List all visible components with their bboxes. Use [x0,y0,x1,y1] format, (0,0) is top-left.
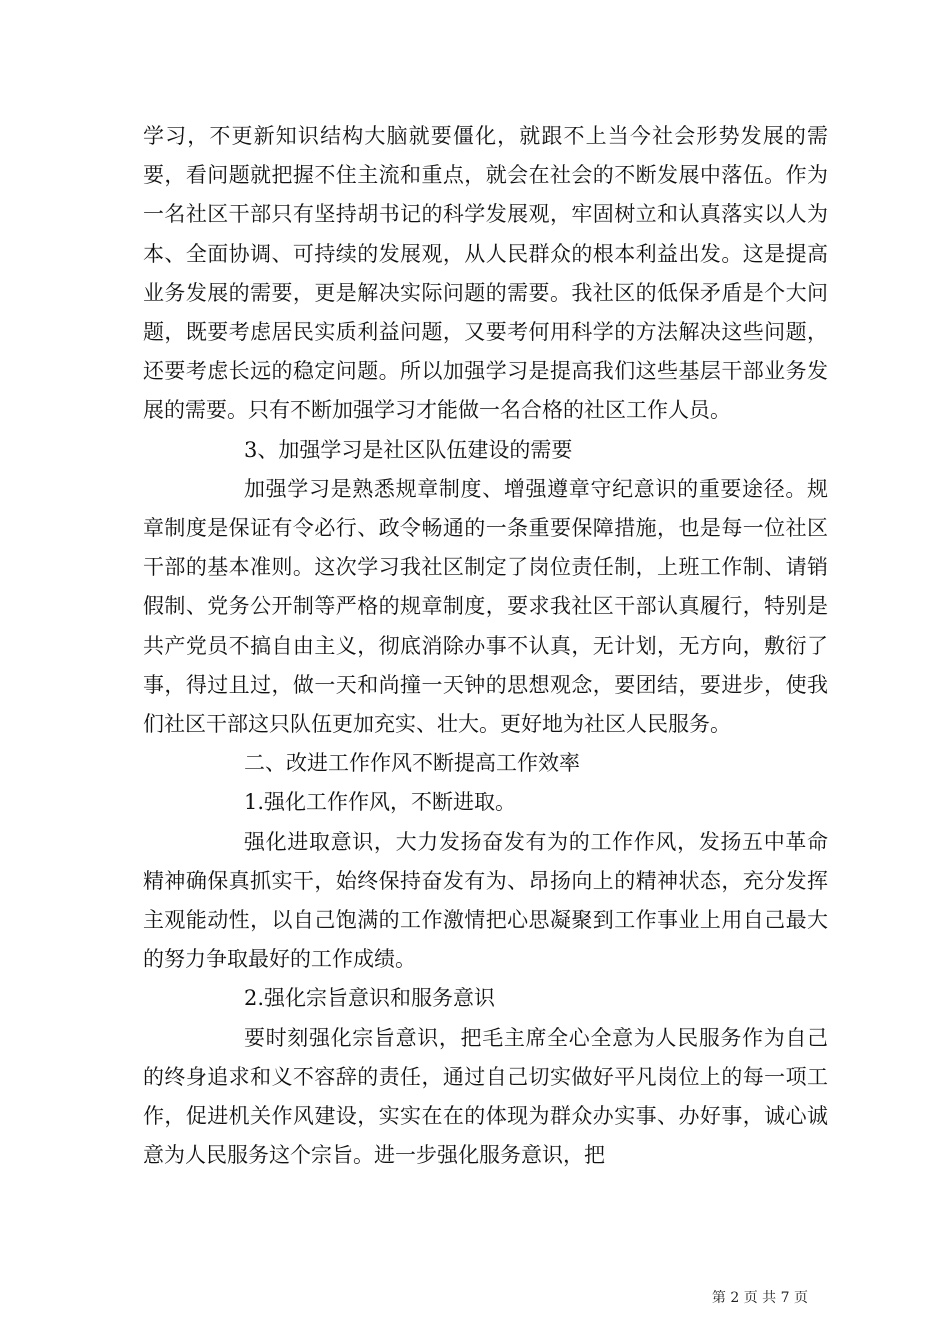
heading-service-awareness: 2.强化宗旨意识和服务意识 [244,986,496,1011]
paragraph-serve-the-people: 要时刻强化宗旨意识，把毛主席全心全意为人民服务作为自己的终身追求和义不容辞的责任，通过自己切实做好平凡岗位上的每一项工作，促进机关作风建设，实实在在的体现为群众办实事、办好事，诚心诚意为人民服务这个宗旨。进一步强化服务意识，把 [143,1025,828,1168]
document-body [143,117,828,1175]
page-number-footer: 第 2 页 共 7 页 [711,1290,808,1306]
heading-team-building: 3、加强学习是社区队伍建设的需要 [244,437,573,462]
paragraph-enterprising-spirit: 强化进取意识，大力发扬奋发有为的工作作风，发扬五中革命精神确保真抓实干，始终保持奋发有为、昂扬向上的精神状态，充分发挥主观能动性，以自己饱满的工作激情把心思凝聚到工作事业上用自己最大的努力争取最好的工作成绩。 [143,829,828,972]
heading-improve-work-style: 二、改进工作作风不断提高工作效率 [244,751,580,776]
paragraph-rules-regulations: 加强学习是熟悉规章制度、增强遵章守纪意识的重要途径。规章制度是保证有令必行、政令畅通的一条重要保障措施，也是每一位社区干部的基本准则。这次学习我社区制定了岗位责任制，上班工作制、请销假制、党务公开制等严格的规章制度，要求我社区干部认真履行，特别是共产党员不搞自由主义，彻底消除办事不认真，无计划，无方向，敷衍了事，得过且过，做一天和尚撞一天钟的思想观念，要团结，要进步，使我们社区干部这只队伍更加充实、壮大。更好地为社区人民服务。 [143,476,828,737]
heading-strengthen-work-style: 1.强化工作作风，不断进取。 [244,790,517,815]
paragraph-learning-needs: 学习，不更新知识结构大脑就要僵化，就跟不上当今社会形势发展的需要，看问题就把握不住主流和重点，就会在社会的不断发展中落伍。作为一名社区干部只有坚持胡书记的科学发展观，牢固树立和认真落实以人为本、全面协调、可持续的发展观，从人民群众的根本利益出发。这是提高业务发展的需要，更是解决实际问题的需要。我社区的低保矛盾是个大问题，既要考虑居民实质利益问题，又要考何用科学的方法解决这些问题，还要考虑长远的稳定问题。所以加强学习是提高我们这些基层干部业务发展的需要。只有不断加强学习才能做一名合格的社区工作人员。 [143,124,828,423]
